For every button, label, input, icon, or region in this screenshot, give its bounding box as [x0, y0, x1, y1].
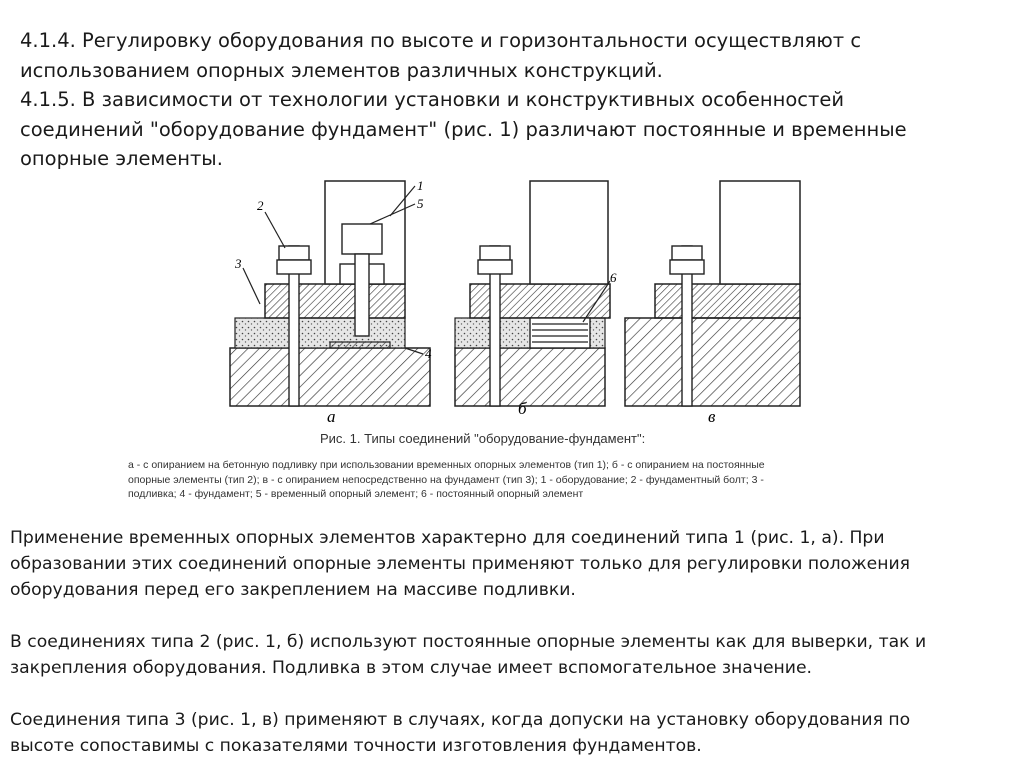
equipment-base	[655, 284, 800, 318]
figure-equipment-foundation	[205, 176, 825, 426]
callout-5: 5	[417, 196, 424, 211]
figure-legend	[128, 458, 908, 502]
callout-4: 4	[425, 346, 432, 361]
support-plate	[330, 342, 390, 348]
variant-label-c: в	[708, 407, 716, 426]
callout-2: 2	[257, 198, 264, 213]
bolt-nut	[672, 246, 702, 260]
paragraph-type-3	[10, 707, 1010, 759]
variant-label-a: а	[327, 407, 336, 426]
text-line: использованием опорных элементов различных конструкций.	[20, 58, 663, 82]
paragraph-4-1-4	[20, 26, 1010, 85]
text-line: высоте сопоставимы с показателями точности изготовления фундаментов.	[10, 736, 702, 756]
text-line: 4.1.5. В зависимости от технологии установки и конструктивных особенностей	[20, 88, 844, 111]
intro-text	[20, 26, 1010, 174]
text-line: оборудования перед его закреплением на массиве подливки.	[10, 580, 576, 600]
temp-support-screw	[355, 254, 369, 336]
text-line: 4.1.4. Регулировку оборудования по высоте и горизонтальности осуществляют с	[20, 29, 862, 52]
equipment-body	[720, 181, 800, 284]
bolt-nut	[480, 246, 510, 260]
variant-a-drawing	[230, 181, 430, 406]
temp-support-head	[342, 224, 382, 254]
equipment-body	[530, 181, 608, 284]
foundation-block	[230, 348, 430, 406]
permanent-support	[530, 318, 590, 348]
bolt-nut	[670, 260, 704, 274]
figure-drawing	[205, 176, 825, 426]
body-text	[10, 525, 1010, 759]
text-line: образовании этих соединений опорные элементы применяют только для регулировки положения	[10, 554, 910, 574]
bolt-nut	[279, 246, 309, 260]
paragraph-type-1	[10, 525, 1010, 603]
text-line: Применение временных опорных элементов характерно для соединений типа 1 (рис. 1, а). При	[10, 528, 885, 548]
legend-line: опорные элементы (тип 2); в - с опиранием непосредственно на фундамент (тип 3); 1 - оборудование; 2 - фундаментный болт; 3 -	[128, 473, 764, 486]
callout-6: 6	[610, 270, 617, 285]
foundation-block	[455, 348, 605, 406]
text-line: Соединения типа 3 (рис. 1, в) применяют в случаях, когда допуски на установку оборудования по	[10, 710, 911, 730]
text-line: В соединениях типа 2 (рис. 1, б) используют постоянные опорные элементы как для выверки, так и	[10, 632, 927, 652]
legend-line: подливка; 4 - фундамент; 5 - временный опорный элемент; 6 - постоянный опорный элемент	[128, 488, 584, 500]
variant-label-b: б	[518, 399, 527, 418]
legend-line: а - с опиранием на бетонную подливку при использовании временных опорных элементов (тип 1); б - с опиранием на постоянные	[128, 459, 765, 471]
text-line: закрепления оборудования. Подливка в этом случае имеет вспомогательное значение.	[10, 658, 813, 678]
variant-b-drawing	[455, 181, 610, 406]
equipment-base	[265, 284, 405, 318]
callout-1: 1	[417, 178, 424, 193]
variant-c-drawing	[625, 181, 800, 406]
bolt-nut	[277, 260, 311, 274]
foundation-block	[625, 318, 800, 406]
text-line: опорные элементы.	[20, 147, 223, 170]
figure-caption: Рис. 1. Типы соединений "оборудование-фундамент":	[320, 431, 646, 446]
text-line: соединений "оборудование фундамент" (рис. 1) различают постоянные и временные	[20, 117, 907, 141]
callout-3: 3	[235, 256, 242, 271]
paragraph-4-1-5	[20, 85, 1010, 174]
paragraph-type-2	[10, 629, 1010, 681]
bolt-nut	[478, 260, 512, 274]
